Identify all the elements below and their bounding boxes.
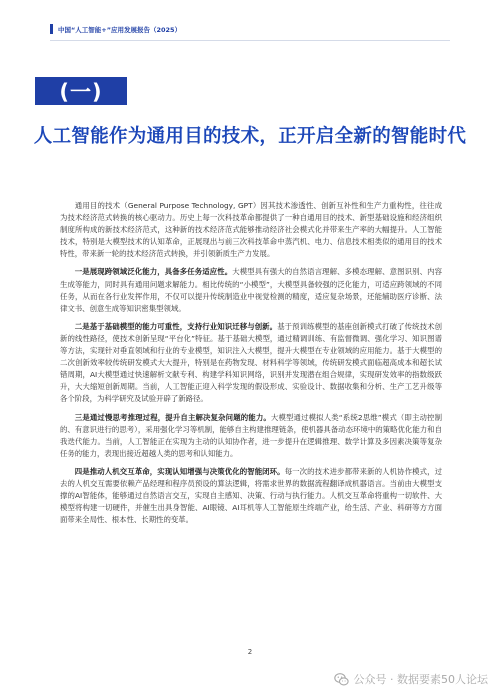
paragraph-lead: 一是展现跨领域泛化能力，具备多任务适应性。 [74,267,233,277]
wechat-icon [334,672,349,687]
header-divider [50,40,450,41]
section-number-badge: (一) [35,77,127,105]
paragraph-text: 通用目的技术（General Purpose Technology, GPT）因其技术渗透性、创新互补性和生产力重构性，往往成为技术经济范式转换的核心驱动力。历史上每一次科技革命都提供了一种自通用目的技术、新型基础设施和经济组织制度所构成的新技术经济范式，这种新的技术经济范式能够推动经济社会模式化并带来生产率的大幅提升。人工智能技术，特别是大模型技术的认知革命，正展现出与前三次科技革命中蒸汽机、电力、信息技术相类似的通用目的技术特性，带来新一轮的技术经济范式转换，并引领新质生产力发展。 [60,201,442,259]
paragraph-text: 大模型具有强大的自然语言理解、多模态理解、意图识别、内容生成等能力，同时具有通用问题求解能力。相比传统的“小模型”，大模型具备较强的泛化能力，可适应跨领域的不同任务，从而在各行业发挥作用，不仅可以提升传统制造业中视觉检测的精度，适应复杂场景，还能辅助医疗诊断、法律文书、创意生成等知识密集型领域。 [60,267,442,313]
paragraph-1 [60,200,442,260]
paragraph-lead: 三是通过慢思考推理过程，提升自主解决复杂问题的能力。 [74,412,271,422]
paragraph-text: 每一次的技术进步都带来新的人机协作模式，过去的人机交互需要依赖产品经理和程序员预设的算法逻辑，将需求世界的数据流程翻译成机器语言。当前由大模型支撑的AI智能体，能够通过自然语言交互，实现自主感知、决策、行动与执行能力。人机交互革命将重构一切软件、大模型将构建一切硬件，并催生出具身智能、AI眼镜、AI耳机等人工智能原生终端产业，给生活、产业、科研等方方面面带来全局性、根本性、长期性的变革。 [60,466,442,525]
paragraph-text: 大模型通过模拟人类“系统2思维”模式（即主动控制的、有意识进行的思考），采用强化学习等机制，能够自主构建推理链条，使机器具备动态环境中的策略优化能力和自我迭代能力。当前，人工智能正在实现为主动的认知协作者，进一步提升在逻辑推理、数学计算及多因素决策等复杂任务的能力，表现出接近超越人类的思考和认知能力。 [60,412,442,458]
paragraph-text: 基于预训练模型的基座创新模式打破了传统技术创新的线性路径，使技术创新呈现“平台化”特征。基于基础大模型，通过精调训练、有监督微调、强化学习、知识图谱等方法，实现针对垂直领域和行业的专业模型，知识注入大模型，提升大模型在专业领域的应用能力。基于大模型的二次创新效率较传统研发模式大大提升，特别是在药物发现、材料科学等领域，传统研发模式面临超高成本和超长试错周期，AI大模型通过快速解析文献专利、构建学科知识网络，识别并发现潜在组合规律，实现研发效率的指数级跃升，大大缩短创新周期。当前，人工智能正迎入科学发现的假设形成、实验设计、数据收集和分析、生产工艺升级等各个阶段，为科学研究及试验开辟了新路径。 [60,321,442,404]
paragraph-lead: 二是基于基础模型的能力可重性，支持行业知识迁移与创新。 [74,321,278,331]
watermark-text: 公众号 · 数据要素50人论坛 [353,673,488,686]
section-title: 人工智能作为通用目的技术，正开启全新的智能时代 [33,126,467,147]
paragraph-lead: 四是推动人机交互革命，实现认知增强与决策优化的智能闭环。 [74,466,285,476]
watermark [334,670,489,688]
paragraph-3 [60,321,442,406]
paragraph-5 [60,466,442,526]
header-text: 中国“人工智能+”应用发展报告（2025） [58,25,182,34]
header-accent-bar [50,24,53,34]
paragraph-2 [60,266,442,314]
paragraph-4 [60,412,442,460]
body-text [60,200,442,532]
running-header [50,22,181,36]
page-number: 2 [247,648,253,656]
